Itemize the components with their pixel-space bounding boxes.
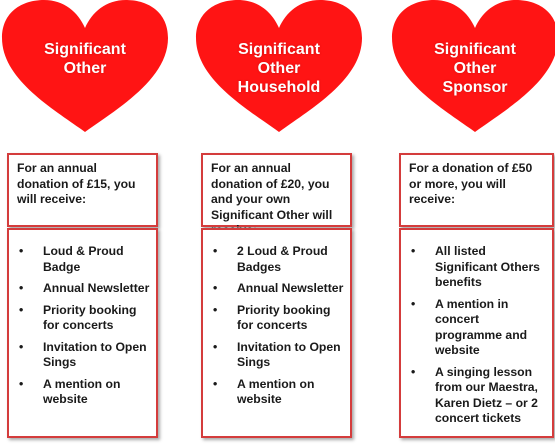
- card-significant-other-household: [194, 0, 364, 406]
- list-item: • 2 Loud & Proud Badges: [213, 244, 328, 274]
- heart-shape: [390, 0, 555, 132]
- donation-heading: For an annual donation of £20, you and your own Significant Other will: [201, 153, 352, 227]
- list-item: • Annual Newsletter: [213, 281, 344, 295]
- tier-title: Significant Other Household: [237, 41, 321, 96]
- card-significant-other-sponsor: [390, 0, 555, 425]
- list-item: • Invitation to Open Sings: [19, 339, 147, 369]
- donation-heading: For an annual donation of £15, you will receive:: [7, 153, 158, 227]
- list-item: • Priority booking for concerts: [19, 302, 137, 332]
- donation-heading: For a donation of £50 or more, you will receive:: [399, 153, 554, 227]
- benefits-list: [399, 228, 554, 438]
- list-item: • Loud & Proud Badge: [19, 244, 124, 274]
- benefits-list: [7, 228, 158, 438]
- list-item: • A singing lesson from our Maestra, Karen Dietz – or 2 concert tickets: [411, 364, 538, 425]
- benefits-list: [201, 228, 352, 438]
- list-item: • Invitation to Open Sings: [213, 339, 341, 369]
- tier-title: Significant Other: [44, 41, 126, 77]
- list-item: • A mention on website: [19, 376, 121, 406]
- list-item: • A mention on website: [213, 376, 315, 406]
- card-significant-other: [0, 0, 170, 406]
- tier-title: Significant Other Sponsor: [434, 41, 516, 96]
- heart-shape: [194, 0, 364, 132]
- list-item: • Priority booking for concerts: [213, 302, 331, 332]
- heart-shape: [0, 0, 170, 132]
- list-item: • Annual Newsletter: [19, 281, 150, 295]
- list-item: • All listed Significant Others benefits: [411, 244, 540, 289]
- list-item: • A mention in concert programme and website: [411, 296, 528, 357]
